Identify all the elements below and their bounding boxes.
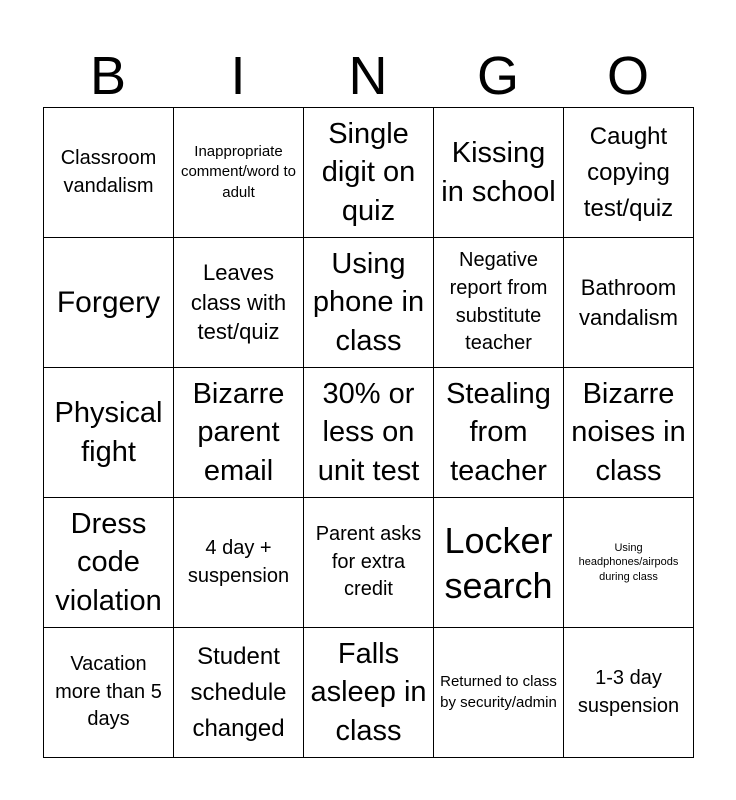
cell-label: Physical fight <box>54 396 163 468</box>
bingo-cell[interactable] <box>564 498 694 628</box>
bingo-cell[interactable] <box>174 238 304 368</box>
bingo-cell[interactable] <box>304 498 434 628</box>
cell-label: Bizarre parent email <box>192 377 285 487</box>
cell-label: Student schedule changed <box>190 642 287 742</box>
cell-label: Using phone in class <box>312 247 425 357</box>
cell-label: Kissing in school <box>441 136 556 208</box>
bingo-cell[interactable] <box>174 628 304 758</box>
cell-label: 30% or less on unit test <box>317 377 420 487</box>
cell-label: Single digit on quiz <box>321 117 416 227</box>
bingo-cell[interactable] <box>44 368 174 498</box>
bingo-cell[interactable] <box>304 368 434 498</box>
bingo-cell[interactable] <box>44 628 174 758</box>
cell-label: 4 day + suspension <box>187 536 290 587</box>
cell-label: Dress code violation <box>55 507 162 617</box>
cell-label: Falls asleep in class <box>310 637 427 747</box>
cell-label: Returned to class by security/admin <box>440 673 557 711</box>
bingo-cell[interactable] <box>304 238 434 368</box>
bingo-cell[interactable] <box>564 108 694 238</box>
bingo-cell[interactable] <box>564 238 694 368</box>
cell-label: Caught copying test/quiz <box>583 122 674 222</box>
header-letter-b: B <box>89 46 127 106</box>
bingo-cell[interactable] <box>44 498 174 628</box>
bingo-cell[interactable] <box>434 108 564 238</box>
bingo-cell[interactable] <box>44 108 174 238</box>
cell-label: Locker search <box>444 519 553 606</box>
cell-label: Negative report from substitute teacher <box>449 249 548 355</box>
header-letter-o: O <box>606 46 649 106</box>
cell-label: Forgery <box>56 285 161 319</box>
cell-label: Vacation more than 5 days <box>55 653 162 731</box>
bingo-cell[interactable] <box>174 108 304 238</box>
bingo-cell[interactable] <box>564 628 694 758</box>
bingo-cell[interactable] <box>564 368 694 498</box>
cell-label: Bizarre noises in class <box>571 377 686 487</box>
cell-label: Bathroom vandalism <box>578 274 679 330</box>
bingo-header <box>43 44 693 108</box>
header-letter-i: I <box>230 46 246 106</box>
bingo-cell[interactable] <box>434 238 564 368</box>
cell-label: 1-3 day suspension <box>577 666 680 717</box>
header-letter-n: N <box>348 46 388 106</box>
cell-label: Classroom vandalism <box>60 146 157 197</box>
bingo-cell[interactable] <box>304 108 434 238</box>
cell-label: Inappropriate comment/word to adult <box>180 143 297 201</box>
cell-label: Using headphones/airpods during class <box>578 542 679 583</box>
cell-label: Leaves class with test/quiz <box>190 259 287 345</box>
bingo-cell[interactable] <box>434 368 564 498</box>
bingo-cell[interactable] <box>304 628 434 758</box>
bingo-cell[interactable] <box>434 498 564 628</box>
bingo-cell[interactable] <box>44 238 174 368</box>
header-letter-g: G <box>476 46 519 106</box>
bingo-board <box>43 107 694 758</box>
bingo-cell[interactable] <box>434 628 564 758</box>
bingo-cell[interactable] <box>174 498 304 628</box>
bingo-cell[interactable] <box>174 368 304 498</box>
cell-label: Parent asks for extra credit <box>315 523 422 601</box>
cell-label: Stealing from teacher <box>446 377 551 487</box>
